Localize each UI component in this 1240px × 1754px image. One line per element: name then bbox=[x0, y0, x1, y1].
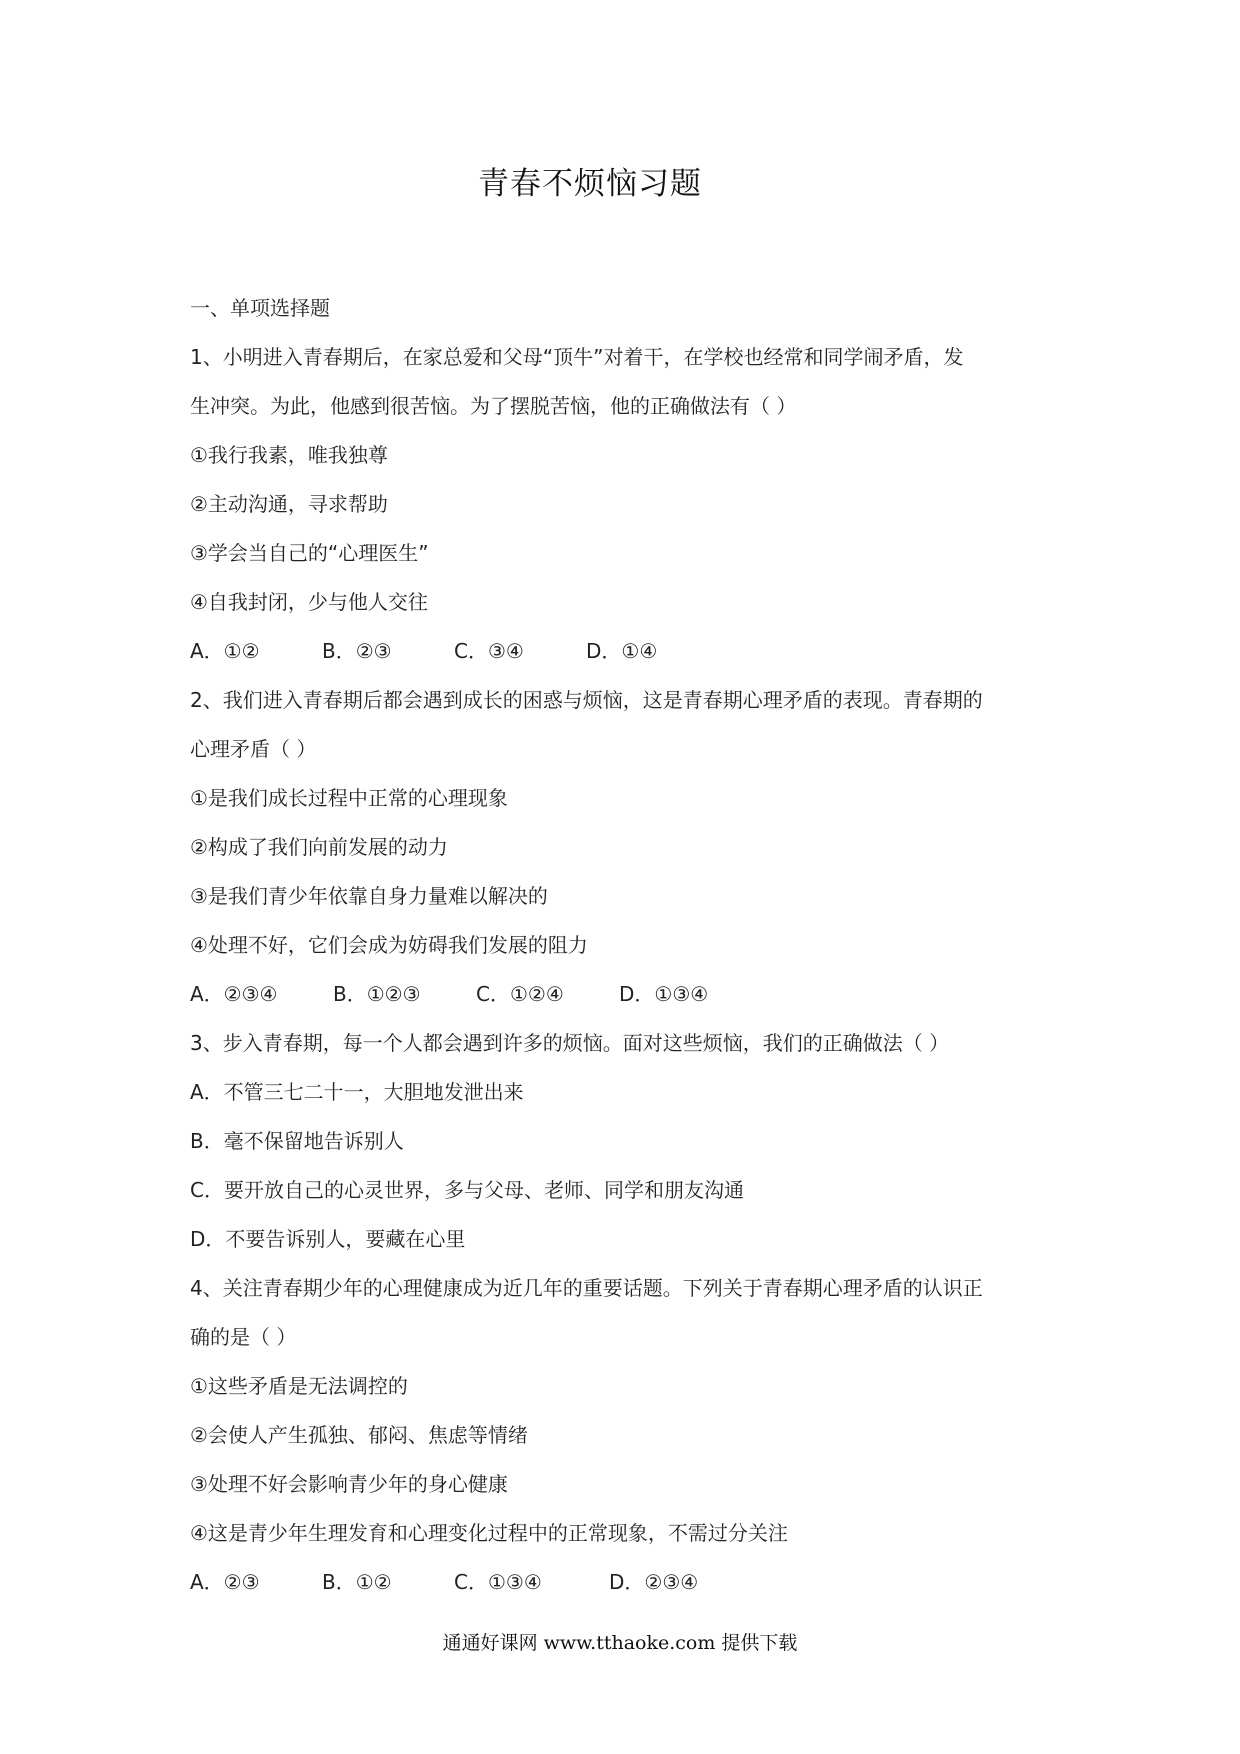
statement: ①我行我素，唯我独尊 bbox=[190, 443, 388, 467]
statement: ②主动沟通，寻求帮助 bbox=[190, 492, 388, 516]
question-stem: 生冲突。为此，他感到很苦恼。为了摆脱苦恼，他的正确做法有（ ） bbox=[190, 394, 797, 418]
statement: ①是我们成长过程中正常的心理现象 bbox=[190, 786, 508, 810]
answer-choices bbox=[190, 970, 1070, 1019]
question-stem: 4、关注青春期少年的心理健康成为近几年的重要话题。下列关于青春期心理矛盾的认识正 bbox=[190, 1276, 983, 1300]
statement: ②构成了我们向前发展的动力 bbox=[190, 835, 448, 859]
statement: ③学会当自己的“心理医生” bbox=[190, 541, 429, 565]
answer-choices bbox=[190, 627, 1070, 676]
page-footer: 通通好课网 www.tthaoke.com 提供下载 bbox=[442, 1632, 798, 1654]
statement: ④这是青少年生理发育和心理变化过程中的正常现象，不需过分关注 bbox=[190, 1521, 788, 1545]
choice-d: D．①③④ bbox=[619, 982, 709, 1006]
question-stem: 3、步入青春期，每一个人都会遇到许多的烦恼。面对这些烦恼，我们的正确做法（ ） bbox=[190, 1031, 950, 1055]
statement: ④自我封闭，少与他人交往 bbox=[190, 590, 428, 614]
choice-d: D．①④ bbox=[586, 639, 658, 663]
document-body bbox=[190, 284, 1070, 1607]
choice-a: A．①② bbox=[190, 639, 260, 663]
option-a: A．不管三七二十一，大胆地发泄出来 bbox=[190, 1080, 524, 1104]
question-stem: 1、小明进入青春期后，在家总爱和父母“顶牛”对着干，在学校也经常和同学闹矛盾，发 bbox=[190, 345, 964, 369]
question-2 bbox=[190, 676, 1070, 1019]
choice-c: C．①②④ bbox=[476, 982, 564, 1006]
choice-c: C．③④ bbox=[454, 639, 524, 663]
question-stem: 2、我们进入青春期后都会遇到成长的困惑与烦恼，这是青春期心理矛盾的表现。青春期的 bbox=[190, 688, 983, 712]
question-3 bbox=[190, 1019, 1070, 1264]
choice-d: D．②③④ bbox=[609, 1570, 699, 1594]
choice-b: B．①② bbox=[322, 1570, 392, 1594]
page-title: 青春不烦恼习题 bbox=[478, 166, 702, 202]
option-c: C．要开放自己的心灵世界，多与父母、老师、同学和朋友沟通 bbox=[190, 1178, 744, 1202]
question-stem: 心理矛盾（ ） bbox=[190, 737, 317, 761]
statement: ①这些矛盾是无法调控的 bbox=[190, 1374, 408, 1398]
choice-b: B．②③ bbox=[322, 639, 392, 663]
question-1 bbox=[190, 333, 1070, 676]
option-d: D．不要告诉别人，要藏在心里 bbox=[190, 1227, 466, 1251]
statement: ③处理不好会影响青少年的身心健康 bbox=[190, 1472, 508, 1496]
statement: ②会使人产生孤独、郁闷、焦虑等情绪 bbox=[190, 1423, 528, 1447]
choice-b: B．①②③ bbox=[333, 982, 421, 1006]
question-stem: 确的是（ ） bbox=[190, 1325, 297, 1349]
choice-a: A．②③ bbox=[190, 1570, 260, 1594]
statement: ③是我们青少年依靠自身力量难以解决的 bbox=[190, 884, 548, 908]
choice-c: C．①③④ bbox=[454, 1570, 542, 1594]
option-b: B．毫不保留地告诉别人 bbox=[190, 1129, 404, 1153]
statement: ④处理不好，它们会成为妨碍我们发展的阻力 bbox=[190, 933, 588, 957]
answer-choices bbox=[190, 1558, 1070, 1607]
question-4 bbox=[190, 1264, 1070, 1607]
section-heading: 一、单项选择题 bbox=[190, 296, 330, 320]
choice-a: A．②③④ bbox=[190, 982, 278, 1006]
